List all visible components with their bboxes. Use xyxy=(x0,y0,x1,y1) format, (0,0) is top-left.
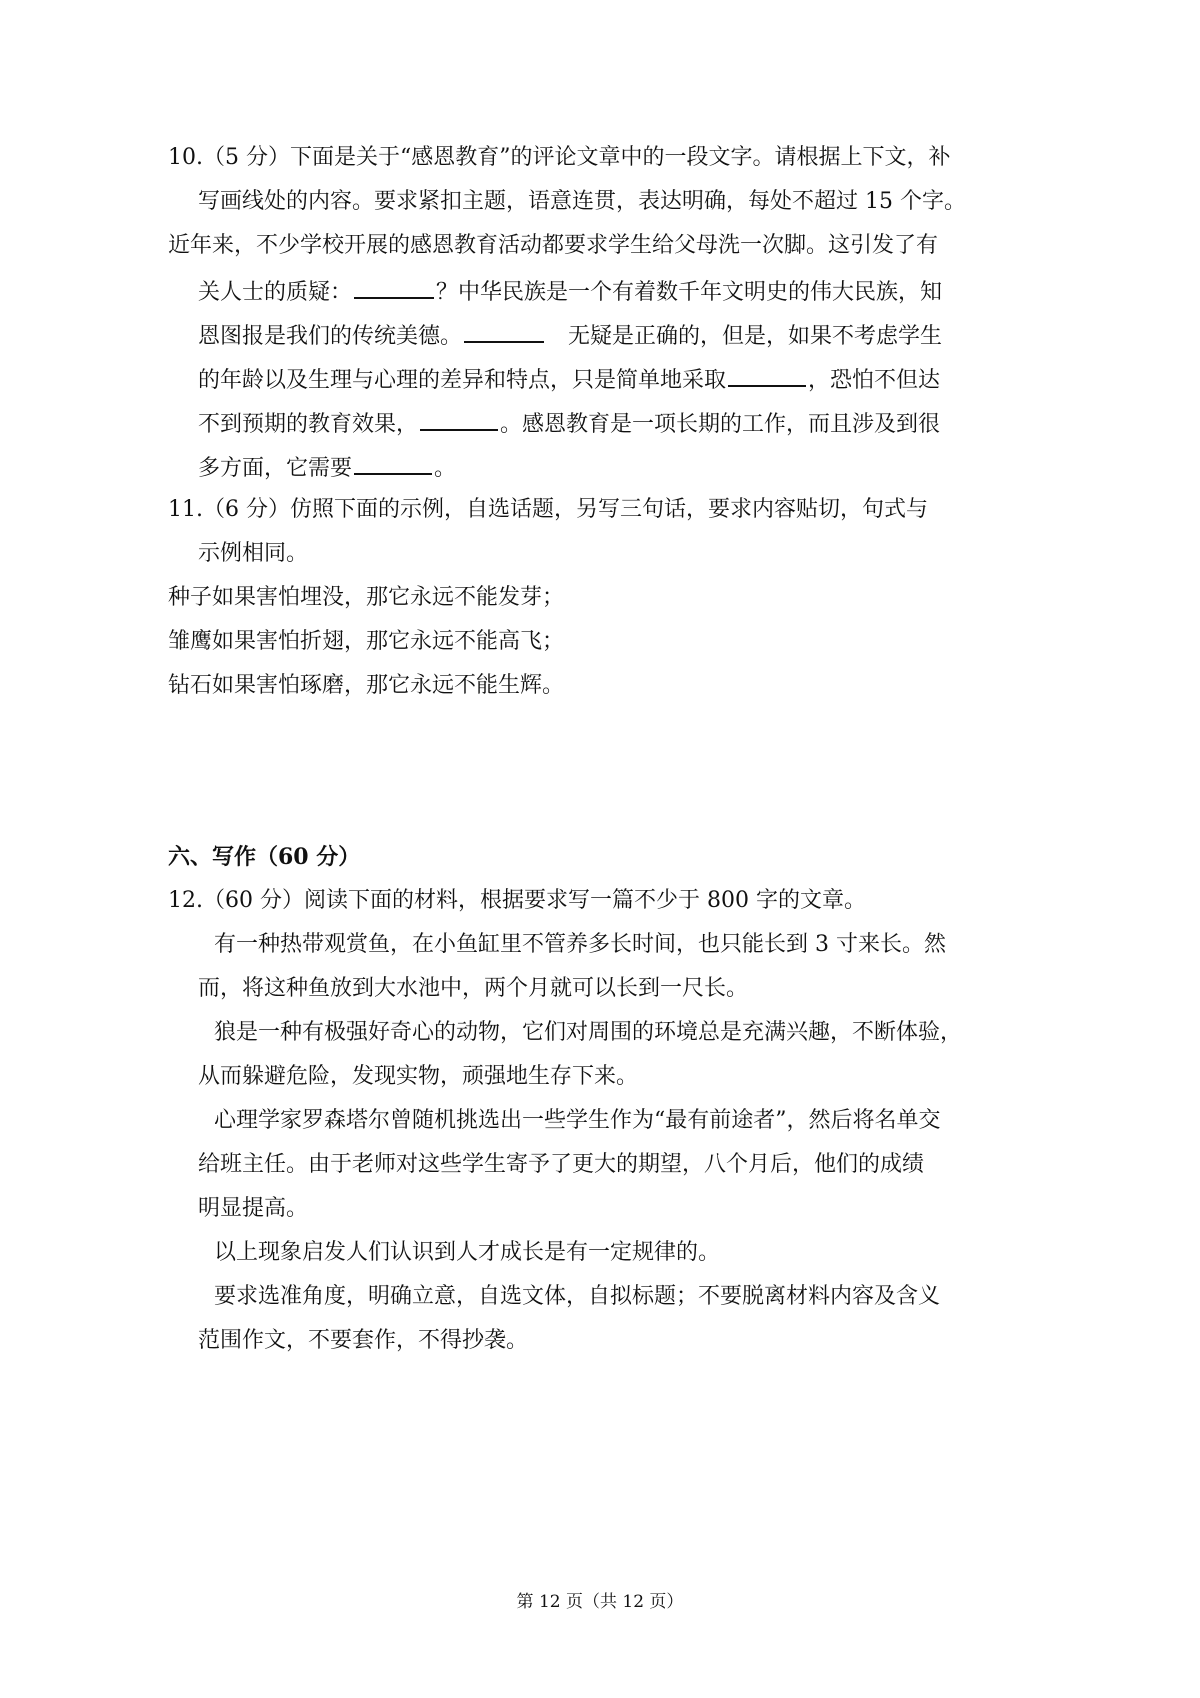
answer-blank-4 xyxy=(420,407,498,431)
q10-line-6-text-a: 的年龄以及生理与心理的差异和特点，只是简单地采取 xyxy=(198,368,727,393)
answer-blank-5 xyxy=(354,451,432,475)
q12-paragraph-2-line-1: 狼是一种有极强好奇心的动物，它们对周围的环境总是充满兴趣，不断体验， xyxy=(214,1020,963,1045)
q10-line-2: 写画线处的内容。要求紧扣主题，语意连贯，表达明确，每处不超过 15 个字。 xyxy=(198,189,966,214)
q11-line-2: 示例相同。 xyxy=(198,541,309,566)
q10-line-7-text-a: 不到预期的教育效果， xyxy=(198,412,419,437)
q11-line-1: 11.（6 分）仿照下面的示例，自选话题，另写三句话，要求内容贴切，句式与 xyxy=(168,497,928,522)
q11-example-1: 种子如果害怕埋没，那它永远不能发芽； xyxy=(168,585,565,610)
page-number-footer: 第 12 页（共 12 页） xyxy=(516,1592,684,1612)
q10-line-3: 近年来，不少学校开展的感恩教育活动都要求学生给父母洗一次脚。这引发了有 xyxy=(168,233,939,258)
q12-paragraph-5-line-2: 范围作文，不要套作，不得抄袭。 xyxy=(198,1328,529,1353)
q12-paragraph-5-line-1: 要求选准角度，明确立意，自选文体，自拟标题；不要脱离材料内容及含义 xyxy=(214,1284,941,1309)
answer-blank-3 xyxy=(728,363,806,387)
q10-line-7 xyxy=(198,407,940,440)
q10-line-7-text-b: 。感恩教育是一项长期的工作，而且涉及到很 xyxy=(500,412,941,437)
q10-line-5 xyxy=(198,319,942,352)
q12-paragraph-1-line-1: 有一种热带观赏鱼，在小鱼缸里不管养多长时间，也只能长到 3 寸来长。然 xyxy=(214,932,946,957)
q10-line-4-text-a: 关人士的质疑： xyxy=(198,280,353,305)
section-6-heading: 六、写作（60 分） xyxy=(168,844,361,870)
q10-line-5-text-a: 恩图报是我们的传统美德。 xyxy=(198,324,463,349)
q10-line-8-text-a: 多方面，它需要 xyxy=(198,456,353,481)
q12-paragraph-2-line-2: 从而躲避危险，发现实物，顽强地生存下来。 xyxy=(198,1064,639,1089)
q11-example-3: 钻石如果害怕琢磨，那它永远不能生辉。 xyxy=(168,673,565,698)
q12-paragraph-3-line-3: 明显提高。 xyxy=(198,1196,309,1221)
q11-example-2: 雏鹰如果害怕折翅，那它永远不能高飞； xyxy=(168,629,565,654)
answer-blank-1 xyxy=(354,275,434,299)
answer-blank-2 xyxy=(464,319,544,343)
q12-paragraph-1-line-2: 而，将这种鱼放到大水池中，两个月就可以长到一尺长。 xyxy=(198,976,749,1001)
q10-line-8 xyxy=(198,451,456,484)
q10-line-4-text-b: ？中华民族是一个有着数千年文明史的伟大民族，知 xyxy=(436,280,943,305)
q10-line-8-text-b: 。 xyxy=(434,456,457,481)
q10-line-5-text-b: 无疑是正确的，但是，如果不考虑学生 xyxy=(568,324,943,349)
q12-paragraph-3-line-2: 给班主任。由于老师对这些学生寄予了更大的期望，八个月后，他们的成绩 xyxy=(198,1152,925,1177)
q12-paragraph-3-line-1: 心理学家罗森塔尔曾随机挑选出一些学生作为“最有前途者”，然后将名单交 xyxy=(214,1108,941,1133)
q10-line-1: 10.（5 分）下面是关于“感恩教育”的评论文章中的一段文字。请根据上下文，补 xyxy=(168,145,951,170)
q12-paragraph-4-line-1: 以上现象启发人们认识到人才成长是有一定规律的。 xyxy=(214,1240,721,1265)
q10-line-6 xyxy=(198,363,940,396)
q12-line-1: 12.（60 分）阅读下面的材料，根据要求写一篇不少于 800 字的文章。 xyxy=(168,888,866,913)
q10-line-6-text-b: ，恐怕不但达 xyxy=(808,368,941,393)
q10-line-4 xyxy=(198,275,942,308)
